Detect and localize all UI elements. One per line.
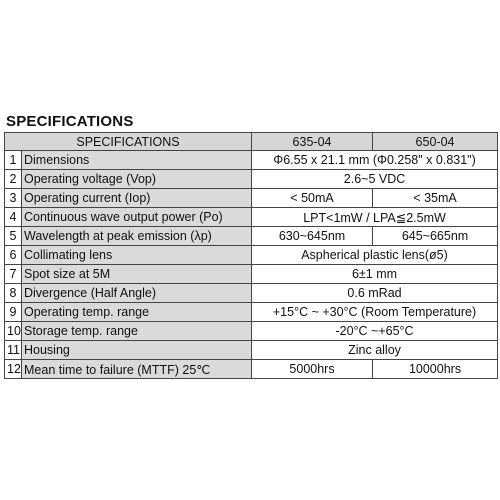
spec-name: Divergence (Half Angle): [22, 284, 252, 303]
spec-table: [4, 132, 498, 379]
spec-value-635: 5000hrs: [252, 360, 373, 379]
row-number: 7: [5, 265, 22, 284]
spec-value-650: < 35mA: [373, 189, 498, 208]
row-number: 12: [5, 360, 22, 379]
spec-value-635: < 50mA: [252, 189, 373, 208]
spec-name: Collimating lens: [22, 246, 252, 265]
spec-value: Zinc alloy: [252, 341, 498, 360]
page-title: SPECIFICATIONS: [6, 113, 134, 130]
table-row: [5, 284, 498, 303]
spec-name: Operating voltage (Vop): [22, 170, 252, 189]
spec-value: 2.6~5 VDC: [252, 170, 498, 189]
table-row: [5, 265, 498, 284]
table-row: [5, 170, 498, 189]
table-row: [5, 322, 498, 341]
table-row: [5, 227, 498, 246]
spec-name: Operating current (Iop): [22, 189, 252, 208]
row-number: 6: [5, 246, 22, 265]
table-row: [5, 246, 498, 265]
table-row: [5, 189, 498, 208]
table-row: [5, 360, 498, 379]
spec-name: Spot size at 5M: [22, 265, 252, 284]
header-spec-label: SPECIFICATIONS: [5, 133, 252, 151]
table-row: [5, 303, 498, 322]
row-number: 2: [5, 170, 22, 189]
table-row: [5, 208, 498, 227]
spec-value: Φ6.55 x 21.1 mm (Φ0.258" x 0.831"): [252, 151, 498, 170]
table-row: [5, 151, 498, 170]
table-header-row: [5, 133, 498, 151]
spec-name: Housing: [22, 341, 252, 360]
spec-name: Operating temp. range: [22, 303, 252, 322]
spec-name: Dimensions: [22, 151, 252, 170]
spec-value: 0.6 mRad: [252, 284, 498, 303]
spec-name: Storage temp. range: [22, 322, 252, 341]
spec-value-635: 630~645nm: [252, 227, 373, 246]
spec-value-650: 645~665nm: [373, 227, 498, 246]
row-number: 4: [5, 208, 22, 227]
spec-value: 6±1 mm: [252, 265, 498, 284]
row-number: 8: [5, 284, 22, 303]
spec-value-650: 10000hrs: [373, 360, 498, 379]
spec-name: Mean time to failure (MTTF) 25℃: [22, 360, 252, 379]
row-number: 3: [5, 189, 22, 208]
spec-value: +15°C ~ +30°C (Room Temperature): [252, 303, 498, 322]
row-number: 10: [5, 322, 22, 341]
row-number: 1: [5, 151, 22, 170]
spec-name: Continuous wave output power (Po): [22, 208, 252, 227]
header-model-650: 650-04: [373, 133, 498, 151]
spec-value: -20°C ~+65°C: [252, 322, 498, 341]
spec-value: LPT<1mW / LPA≦2.5mW: [252, 208, 498, 227]
row-number: 11: [5, 341, 22, 360]
spec-value: Aspherical plastic lens(ø5): [252, 246, 498, 265]
header-model-635: 635-04: [252, 133, 373, 151]
table-row: [5, 341, 498, 360]
row-number: 5: [5, 227, 22, 246]
spec-name: Wavelength at peak emission (λp): [22, 227, 252, 246]
row-number: 9: [5, 303, 22, 322]
